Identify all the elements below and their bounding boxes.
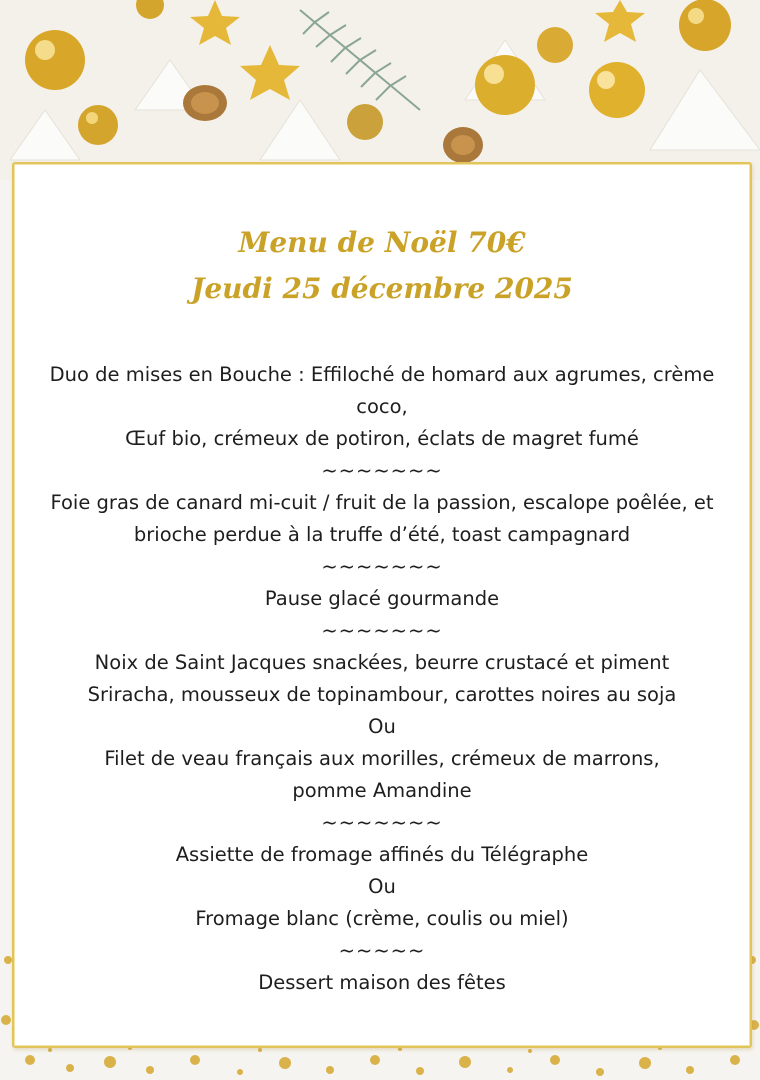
menu-separator: ~~~~~~~ (321, 811, 443, 834)
menu-line-amuse-bouche: Duo de mises en Bouche : Effiloché de homard aux agrumes, crème coco, (49, 363, 715, 418)
menu-separator: ~~~~~ (338, 939, 426, 962)
menu-line-pause: Pause glacé gourmande (264, 587, 500, 610)
menu-line-ou: Ou (368, 715, 396, 738)
menu-separator: ~~~~~~~ (321, 619, 443, 642)
menu-separator: ~~~~~~~ (321, 555, 443, 578)
menu-card (12, 162, 752, 1048)
menu-body (14, 359, 750, 999)
menu-title: Menu de Noël 70€ (238, 226, 526, 259)
menu-line-dessert: Dessert maison des fêtes (258, 971, 506, 994)
decor-top (0, 0, 760, 180)
menu-line-foie-gras: Foie gras de canard mi-cuit / fruit de la passion, escalope poêlée, et brioche perdue à la truffe d’été, toast campagnard (50, 491, 714, 546)
menu-line-fromage: Assiette de fromage affinés du Télégraphe (175, 843, 589, 866)
menu-date: Jeudi 25 décembre 2025 (191, 272, 573, 305)
menu-line-saint-jacques: Noix de Saint Jacques snackées, beurre crustacé et piment Sriracha, mousseux de topinambour, carottes noires au soja (87, 651, 677, 706)
menu-line-veau: Filet de veau français aux morilles, crémeux de marrons, pomme Amandine (104, 747, 660, 802)
menu-line-ou: Ou (368, 875, 396, 898)
menu-separator: ~~~~~~~ (321, 459, 443, 482)
menu-line-oeuf: Œuf bio, crémeux de potiron, éclats de magret fumé (125, 427, 639, 450)
menu-line-fromage-blanc: Fromage blanc (crème, coulis ou miel) (195, 907, 569, 930)
